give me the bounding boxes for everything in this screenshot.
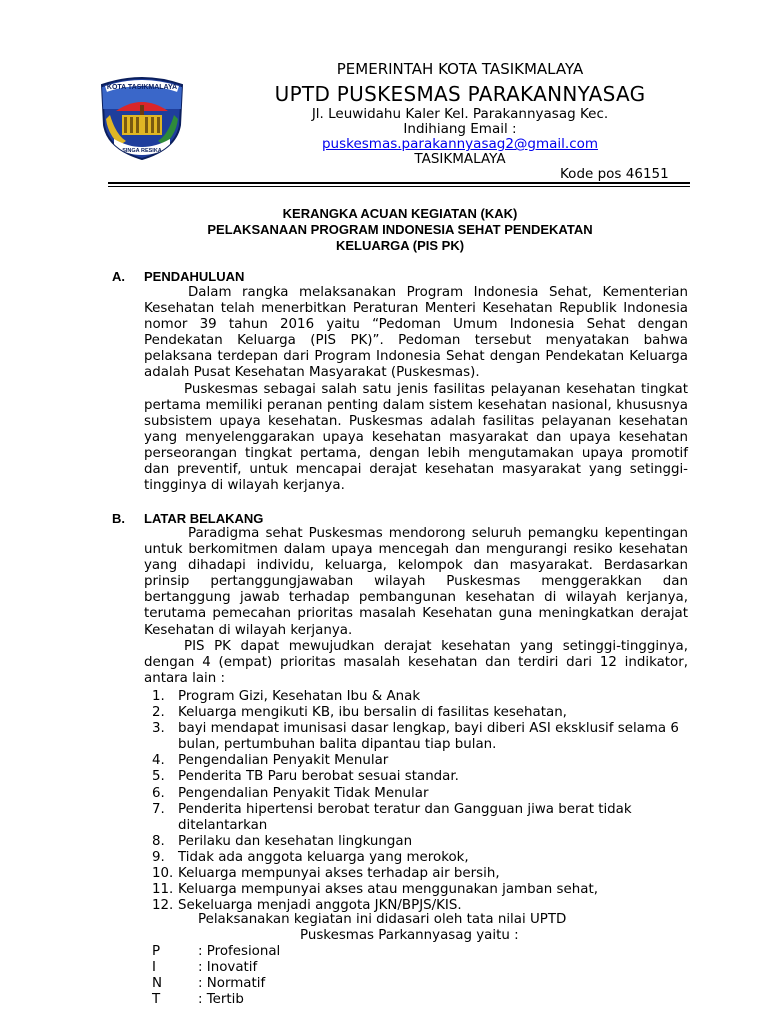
- list-item: [152, 769, 692, 785]
- letterhead-city: TASIKMALAYA: [414, 151, 506, 167]
- list-item-number: 10.: [152, 866, 174, 882]
- list-item-number: 1.: [152, 689, 165, 704]
- list-item-number: 12.: [152, 898, 174, 914]
- list-item-text: Program Gizi, Kesehatan Ibu & Anak: [178, 689, 421, 704]
- value-letter: T: [152, 992, 161, 1008]
- list-item: [152, 721, 692, 753]
- list-item-text: Keluarga mengikuti KB, ibu bersalin di fasilitas kesehatan,: [178, 705, 567, 721]
- section-b-body: [144, 526, 688, 687]
- letterhead-postal-code: Kode pos 46151: [560, 166, 669, 182]
- letterhead-email-label: Indihiang Email :: [403, 121, 517, 137]
- letterhead-rule-thin: [108, 186, 690, 187]
- list-item: [152, 786, 692, 802]
- section-a-heading: PENDAHULUAN: [144, 269, 245, 284]
- list-item-text: Keluarga mempunyai akses terhadap air bersih,: [178, 866, 500, 882]
- list-item-text: Penderita hipertensi berobat teratur dan Gangguan jiwa berat tidak ditelantarkan: [178, 801, 632, 833]
- value-item: [152, 960, 352, 976]
- value-letter: N: [152, 976, 163, 992]
- list-item-number: 2.: [152, 705, 165, 721]
- list-item: [152, 834, 692, 850]
- value-letter: I: [152, 960, 156, 976]
- section-b-paragraph-2: PIS PK dapat mewujudkan derajat kesehatan yang setinggi-tingginya, dengan 4 (empat) prioritas masalah kesehatan dan terdiri dari 12 indikator, antara lain :: [144, 638, 688, 686]
- list-item: [152, 802, 692, 834]
- letterhead-rule-thick: [108, 182, 690, 184]
- value-item: [152, 976, 352, 992]
- list-item-text: Perilaku dan kesehatan lingkungan: [178, 833, 413, 849]
- value-item: [152, 992, 352, 1008]
- values-intro-line1: Pelaksanakan kegiatan ini didasari oleh tata nilai UPTD: [198, 912, 567, 927]
- list-item-number: 3.: [152, 721, 165, 737]
- list-item-number: 5.: [152, 769, 165, 785]
- list-item: [152, 866, 692, 882]
- value-text: : Profesional: [198, 944, 281, 959]
- list-item-number: 4.: [152, 753, 165, 769]
- values-intro-line2: Puskesmas Parkannyasag yaitu :: [300, 928, 519, 943]
- list-item-text: Pengendalian Penyakit Tidak Menular: [178, 785, 429, 801]
- letterhead-institution: UPTD PUSKESMAS PARAKANNYASAG: [274, 82, 646, 106]
- list-item: [152, 689, 692, 705]
- list-item-text: Tidak ada anggota keluarga yang merokok,: [178, 849, 469, 865]
- list-item-text: Pengendalian Penyakit Menular: [178, 753, 389, 769]
- section-b-heading: LATAR BELAKANG: [144, 511, 264, 526]
- list-item-text: Keluarga mempunyai akses atau menggunakan jamban sehat,: [178, 882, 598, 898]
- section-a-letter: A.: [112, 269, 125, 284]
- value-text: : Normatif: [198, 976, 266, 992]
- value-text: : Inovatif: [198, 960, 258, 976]
- city-logo: [96, 75, 188, 161]
- list-item-text: Penderita TB Paru berobat sesuai standar.: [178, 769, 459, 785]
- value-item: [152, 944, 352, 960]
- value-letter: P: [152, 944, 161, 959]
- section-a-paragraph-1: Dalam rangka melaksanakan Program Indonesia Sehat, Kementerian Kesehatan telah menerbitkan Peraturan Menteri Kesehatan Republik Indonesia nomor 39 tahun 2016 yaitu “Pedoman Umum Indonesia Sehat dengan Pendekatan Keluarga (PIS PK)”. Pedoman tersebut menyatakan bahwa pelaksana terdepan dari Program Indonesia Sehat dengan Pendekatan Keluarga adalah Pusat Kesehatan Masyarakat (Puskesmas).: [144, 285, 688, 381]
- value-text: : Tertib: [198, 992, 244, 1008]
- list-item-text: Sekeluarga menjadi anggota JKN/BPJS/KIS.: [178, 898, 462, 914]
- document-title-line1: KERANGKA ACUAN KEGIATAN (KAK): [282, 206, 518, 221]
- svg-text:SINGA RESIKA: SINGA RESIKA: [122, 148, 162, 154]
- list-item-number: 8.: [152, 833, 165, 849]
- list-item: [152, 882, 692, 898]
- email-link[interactable]: puskesmas.parakannyasag2@gmail.com: [321, 136, 599, 152]
- document-title-line2: PELAKSANAAN PROGRAM INDONESIA SEHAT PENDEKATAN: [207, 222, 593, 237]
- list-item-number: 7.: [152, 801, 165, 817]
- letterhead-address: Jl. Leuwidahu Kaler Kel. Parakannyasag Kec.: [311, 106, 609, 122]
- indicator-list: [152, 689, 692, 914]
- list-item: [152, 705, 692, 721]
- list-item-number: 9.: [152, 849, 165, 865]
- section-a-paragraph-2: Puskesmas sebagai salah satu jenis fasilitas pelayanan kesehatan tingkat pertama memiliki peranan penting dalam sistem kesehatan nasional, khususnya subsistem upaya kesehatan. Puskesmas adalah fasilitas pelayanan kesehatan yang menyelenggarakan upaya kesehatan masyarakat dan upaya kesehatan perseorangan tingkat pertama, dengan lebih mengutamakan upaya promotif dan preventif, untuk mencapai derajat kesehatan masyarakat yang setinggi-tingginya di wilayah kerjanya.: [144, 381, 688, 494]
- section-a-body: [144, 285, 688, 494]
- list-item: [152, 753, 692, 769]
- svg-text:KOTA TASIKMALAYA: KOTA TASIKMALAYA: [106, 84, 178, 91]
- letterhead-government: PEMERINTAH KOTA TASIKMALAYA: [336, 60, 584, 78]
- list-item: [152, 850, 692, 866]
- list-item-number: 6.: [152, 785, 165, 801]
- list-item-text: bayi mendapat imunisasi dasar lengkap, bayi diberi ASI eksklusif selama 6 bulan, pertumbuhan balita dipantau tiap bulan.: [178, 721, 679, 753]
- section-b-letter: B.: [112, 511, 125, 526]
- list-item-number: 11.: [152, 882, 174, 898]
- values-list: [152, 944, 352, 1008]
- document-title-line3: KELUARGA (PIS PK): [335, 238, 465, 253]
- section-b-paragraph-1: Paradigma sehat Puskesmas mendorong seluruh pemangku kepentingan untuk berkomitmen dalam upaya mencegah dan mengurangi resiko kesehatan yang dihadapi individu, keluarga, kelompok dan masyarakat. Berdasarkan prinsip pertanggungjawaban wilayah Puskesmas menggerakkan dan bertanggung jawab terhadap pembangunan kesehatan di wilayah kerjanya, terutama pemecahan prioritas masalah Kesehatan guna meningkatkan derajat Kesehatan di wilayah kerjanya.: [144, 526, 688, 638]
